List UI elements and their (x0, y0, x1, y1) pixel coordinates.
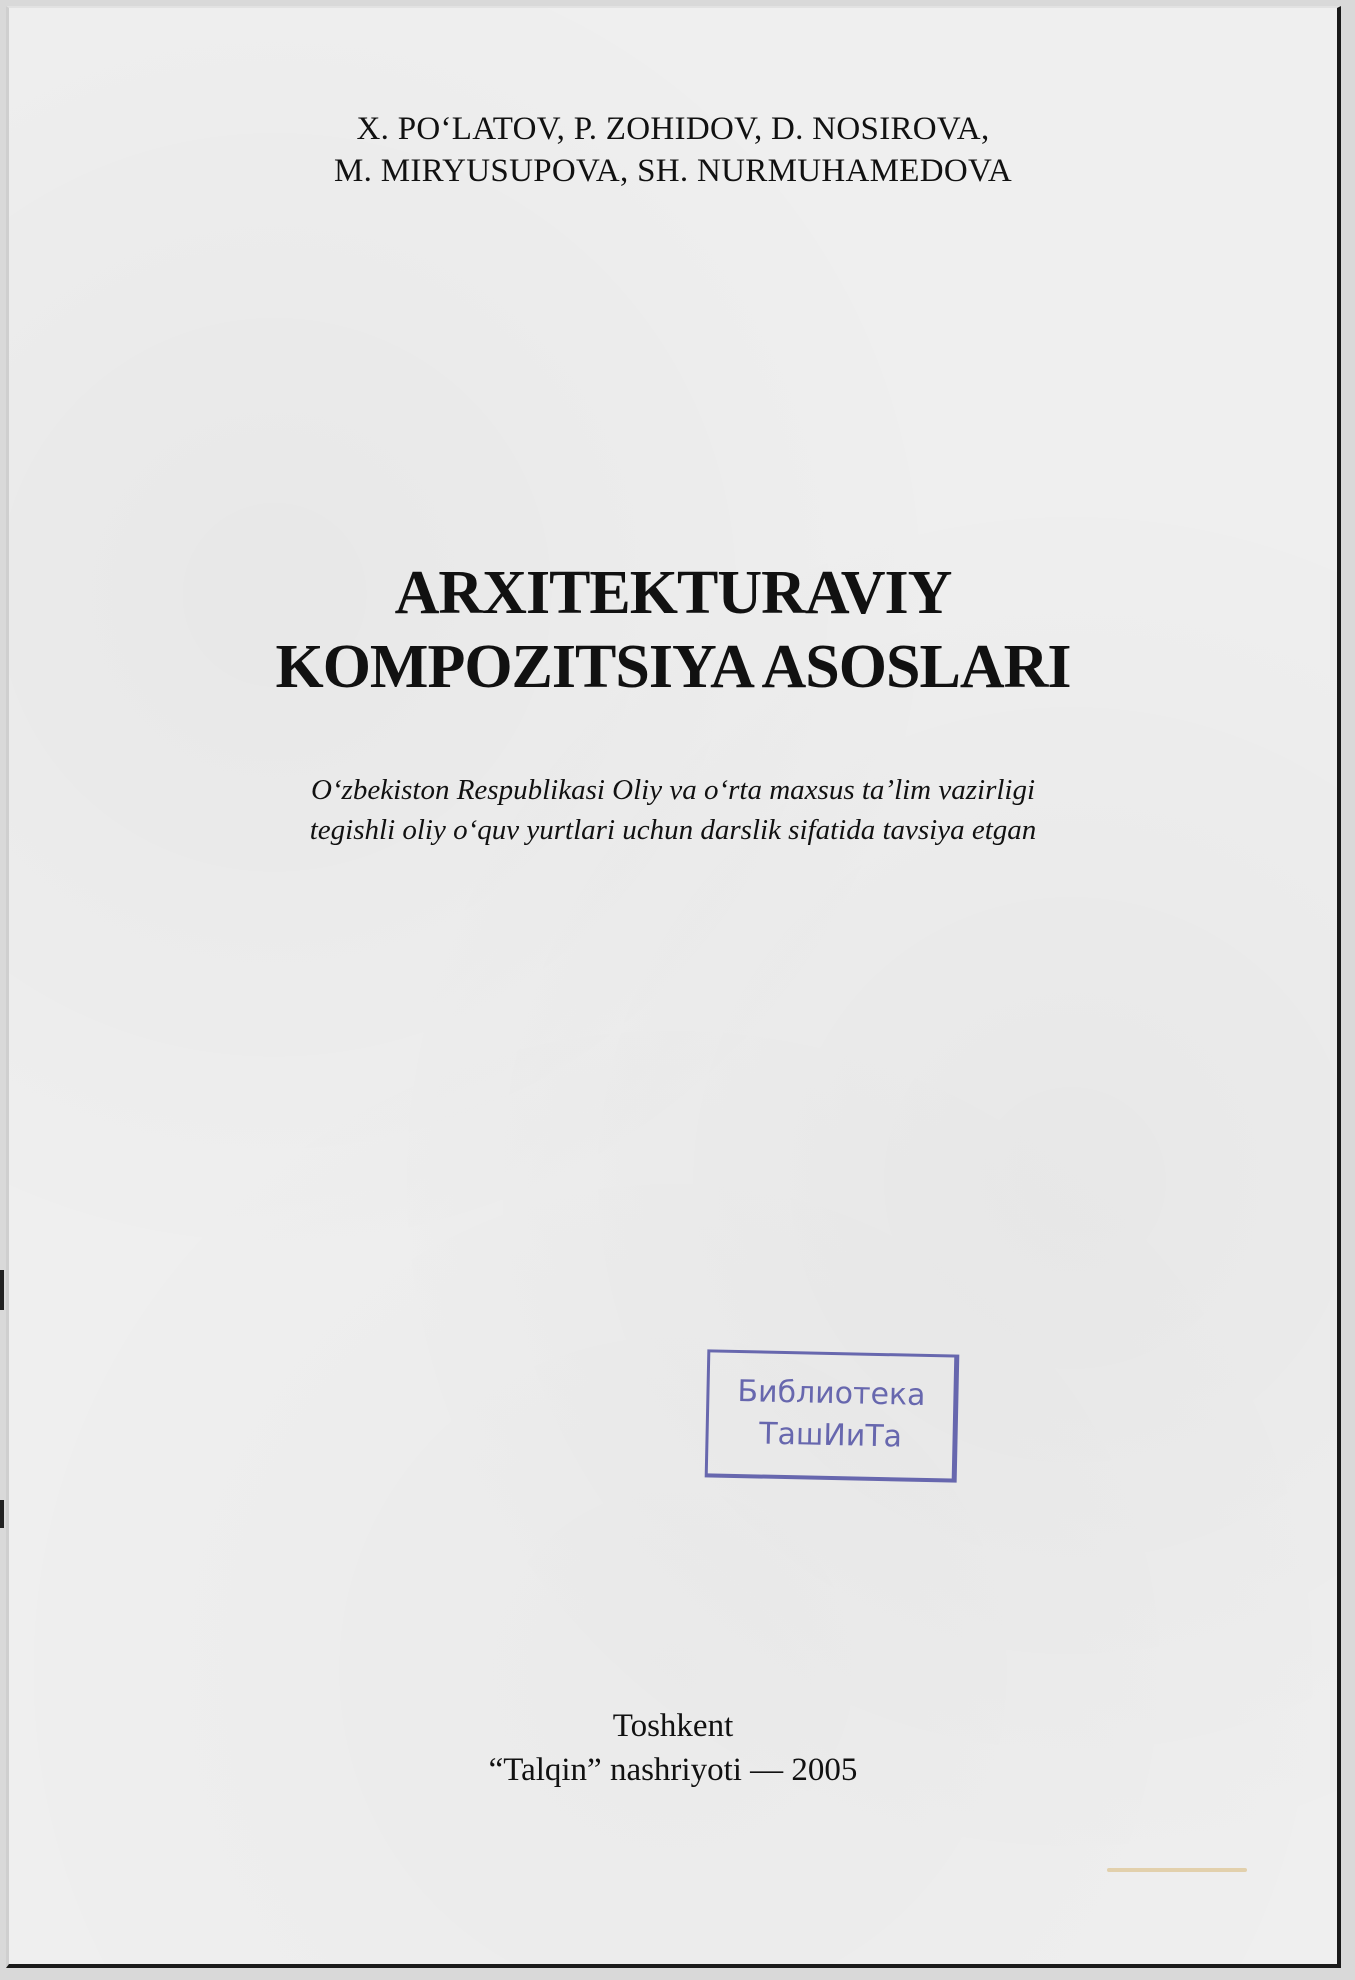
library-stamp-line-2: ТашИиТа (758, 1416, 903, 1455)
book-title-line-2: KOMPOZITSIYA ASOSLARI (275, 633, 1071, 701)
imprint (9, 1704, 1337, 1792)
book-title-line-1: ARXITEKTURAVIY (394, 559, 952, 627)
imprint-publisher-year: “Talqin” nashriyoti — 2005 (488, 1752, 858, 1788)
authors-line-1: X. PO‘LATOV, P. ZOHIDOV, D. NOSIROVA, (356, 111, 990, 147)
scan-edge-mark (0, 1500, 4, 1528)
bleed-through-text (119, 868, 1119, 1428)
approval-note-line-2: tegishli oliy o‘quv yurtlari uchun darslik sifatida tavsiya etgan (309, 814, 1037, 846)
library-stamp-line-1: Библиотека (737, 1374, 926, 1413)
imprint-city: Toshkent (612, 1708, 734, 1744)
approval-note-line-1: O‘zbekiston Respublikasi Oliy va o‘rta maxsus ta’lim vazirligi (310, 774, 1036, 806)
approval-note (9, 770, 1337, 850)
book-title (9, 556, 1337, 704)
library-stamp (705, 1349, 960, 1482)
paper-smudge (1107, 1868, 1247, 1872)
title-page (6, 6, 1341, 1968)
scan-edge-mark (0, 1270, 4, 1310)
authors-line-2: M. MIRYUSUPOVA, SH. NURMUHAMEDOVA (334, 153, 1012, 189)
authors-block (9, 108, 1337, 192)
